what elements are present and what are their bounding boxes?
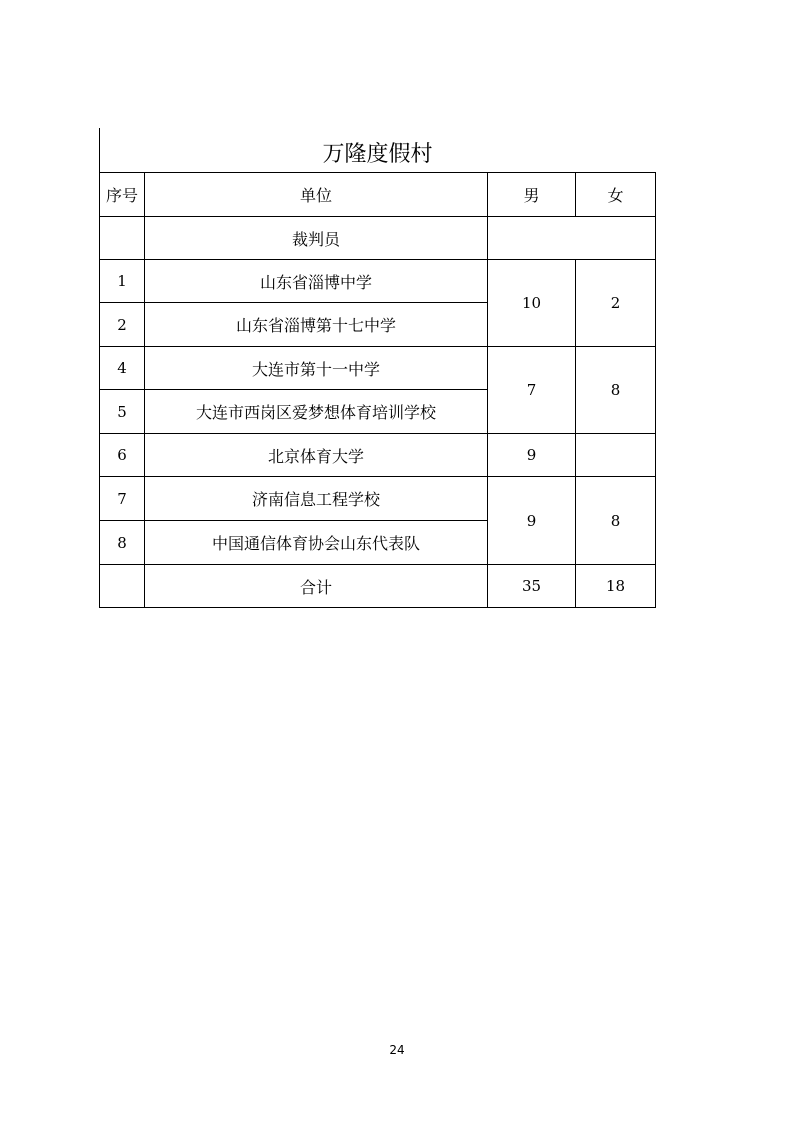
header-female: 女 [576, 173, 656, 217]
group-male: 10 [488, 260, 576, 347]
group-female: 8 [576, 347, 656, 434]
group-male: 9 [488, 434, 576, 477]
row-seq: 4 [100, 347, 145, 390]
row-unit: 济南信息工程学校 [145, 477, 488, 521]
row-seq: 2 [100, 303, 145, 347]
referee-seq-cell [100, 217, 145, 260]
group-male: 7 [488, 347, 576, 434]
group-female: 2 [576, 260, 656, 347]
row-unit: 大连市第十一中学 [145, 347, 488, 390]
row-unit: 山东省淄博中学 [145, 260, 488, 303]
row-seq: 7 [100, 477, 145, 521]
participants-table [99, 172, 656, 608]
table-row [100, 347, 656, 390]
table-row [100, 434, 656, 477]
total-row [100, 565, 656, 608]
referee-count-cell [488, 217, 656, 260]
row-unit: 山东省淄博第十七中学 [145, 303, 488, 347]
header-male: 男 [488, 173, 576, 217]
total-seq-cell [100, 565, 145, 608]
row-unit: 北京体育大学 [145, 434, 488, 477]
total-female: 18 [576, 565, 656, 608]
row-seq: 1 [100, 260, 145, 303]
group-female: 8 [576, 477, 656, 565]
header-seq: 序号 [100, 173, 145, 217]
row-unit: 大连市西岗区爱梦想体育培训学校 [145, 390, 488, 434]
group-female [576, 434, 656, 477]
referee-row [100, 217, 656, 260]
row-seq: 6 [100, 434, 145, 477]
referee-label: 裁判员 [145, 217, 488, 260]
header-unit: 单位 [145, 173, 488, 217]
row-seq: 5 [100, 390, 145, 434]
table-title: 万隆度假村 [322, 141, 433, 167]
table-row [100, 260, 656, 303]
row-unit: 中国通信体育协会山东代表队 [145, 521, 488, 565]
header-row [100, 173, 656, 217]
total-label: 合计 [145, 565, 488, 608]
total-male: 35 [488, 565, 576, 608]
table-row [100, 477, 656, 521]
group-male: 9 [488, 477, 576, 565]
page-number: 24 [389, 1043, 405, 1057]
row-seq: 8 [100, 521, 145, 565]
